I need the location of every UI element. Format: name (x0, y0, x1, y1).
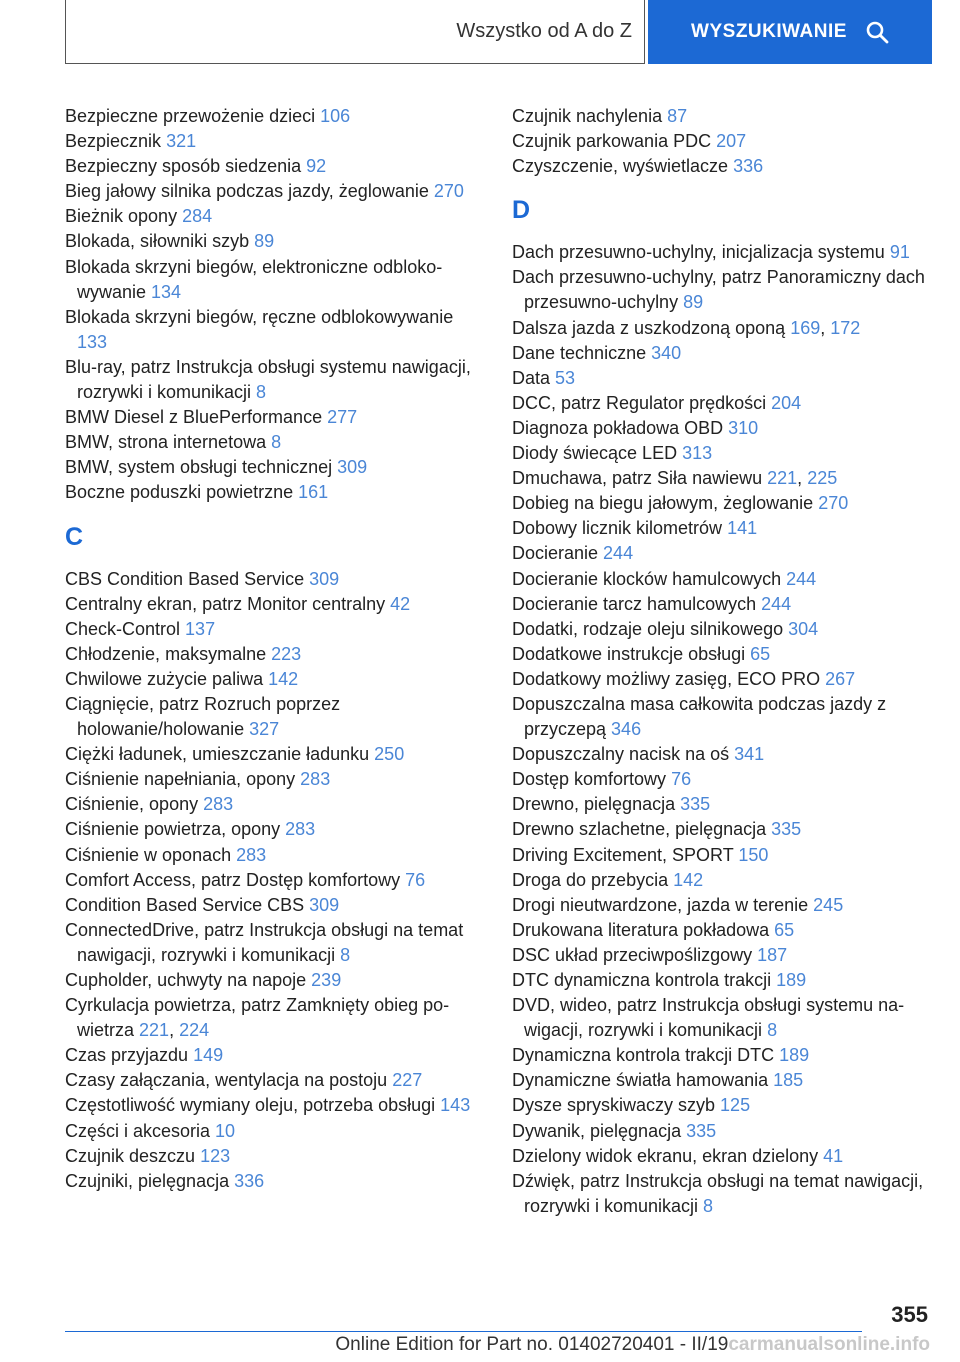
search-tab-label: WYSZUKIWANIE (691, 21, 847, 42)
index-entry (65, 893, 485, 918)
index-entry-text: Bezpieczne przewożenie dzieci (65, 106, 321, 126)
index-entry-text: Części i akcesoria (65, 1120, 216, 1141)
index-entry (512, 943, 932, 968)
index-entry (512, 541, 932, 566)
header-tabs (65, 0, 932, 64)
page-link[interactable]: 250 (374, 744, 405, 765)
index-entry (65, 767, 485, 792)
page-link[interactable]: 137 (185, 618, 216, 639)
index-entry (65, 742, 485, 767)
index-entry (512, 1043, 932, 1068)
page-link[interactable]: 224 (179, 1020, 210, 1041)
index-entry (512, 642, 932, 667)
page-separator: , (169, 1020, 180, 1041)
index-entry (512, 918, 932, 943)
index-entry (512, 692, 932, 742)
page-link[interactable]: 141 (727, 518, 758, 539)
index-entry (512, 742, 932, 767)
index-entry-text: Droga do przebycia (512, 869, 674, 890)
index-entry-text: Dynamiczna kontrola trakcji DTC (512, 1045, 780, 1066)
index-entry (512, 154, 932, 179)
page-link[interactable]: 187 (757, 944, 788, 965)
index-column-right (512, 104, 932, 1219)
index-entry-text: Dywanik, pielęgnacja (512, 1120, 687, 1141)
index-entry (512, 466, 932, 491)
page-link[interactable]: 65 (750, 643, 771, 664)
index-entry-text: Bezpiecznik (65, 131, 167, 152)
page-link[interactable]: 92 (306, 156, 327, 177)
index-entry (65, 355, 485, 405)
page-link[interactable]: 335 (680, 794, 711, 815)
page-link[interactable]: 41 (823, 1145, 844, 1166)
page-link[interactable]: 91 (889, 242, 910, 263)
index-entry (65, 1043, 485, 1068)
index-entry (65, 179, 485, 204)
index-column-left (65, 104, 485, 1194)
index-entry (512, 516, 932, 541)
page-link[interactable]: 172 (830, 317, 861, 338)
index-entry-text: Dźwięk, patrz Instrukcja obsługi na temat nawigacji, rozrywki i komunikacji (512, 1170, 924, 1216)
page-link[interactable]: 142 (268, 668, 299, 689)
page-separator: , (820, 317, 831, 338)
page-link[interactable]: 125 (720, 1095, 751, 1116)
index-entry-text: Czyszczenie, wyświetlacze (512, 156, 734, 177)
index-entry-text: Dach przesuwno-uchylny, patrz Panoramiczny dach przesuwno-uchylny (512, 267, 925, 313)
index-entry (65, 843, 485, 868)
index-entry (512, 1144, 932, 1169)
index-entry-text: Bieg jałowy silnika podczas jazdy, żeglowanie (65, 181, 434, 202)
index-entry-text: Ciśnienie w oponach (65, 844, 237, 865)
index-entry (512, 817, 932, 842)
index-entry-text: Dodatki, rodzaje oleju silnikowego (512, 618, 789, 639)
index-entry-text: Drewno szlachetne, pielęgnacja (512, 819, 772, 840)
index-entry (65, 1093, 485, 1118)
index-entry-text: Chwilowe zużycie paliwa (65, 668, 269, 689)
index-entry-text: Dmuchawa, patrz Siła nawiewu (512, 468, 768, 489)
index-entry-text: Docieranie tarcz hamulcowych (512, 593, 762, 614)
page-link[interactable]: 336 (733, 156, 764, 177)
tab-a-to-z-label: Wszystko od A do Z (456, 20, 632, 42)
index-entry (65, 868, 485, 893)
page-link[interactable]: 149 (193, 1045, 224, 1066)
index-entry (512, 441, 932, 466)
index-entry-text: Dalsza jazda z uszkodzoną oponą (512, 317, 791, 338)
page-link[interactable]: 76 (405, 869, 426, 890)
page-link[interactable]: 223 (271, 643, 302, 664)
tab-a-to-z[interactable] (65, 0, 645, 64)
page-link[interactable]: 270 (433, 181, 464, 202)
index-entry (512, 792, 932, 817)
page-link[interactable]: 8 (703, 1195, 714, 1216)
page-link[interactable]: 245 (813, 894, 844, 915)
index-entry-text: Ciężki ładunek, umieszczanie ładunku (65, 744, 375, 765)
index-entry-text: Dach przesuwno-uchylny, inicjalizacja systemu (512, 242, 890, 263)
page-link[interactable]: 244 (761, 593, 792, 614)
page-link[interactable]: 8 (271, 432, 282, 453)
index-entry (65, 667, 485, 692)
index-entry-text: Drukowana literatura pokładowa (512, 919, 775, 940)
index-entry (512, 316, 932, 341)
index-entry-text: Dysze spryskiwaczy szyb (512, 1095, 721, 1116)
index-entry-text: Docieranie klocków hamulcowych (512, 568, 787, 589)
index-entry-text: DCC, patrz Regulator prędkości (512, 392, 772, 413)
index-entry (512, 1169, 932, 1219)
page-link[interactable]: 227 (392, 1070, 423, 1091)
page-link[interactable]: 143 (440, 1095, 471, 1116)
page-link[interactable]: 309 (309, 568, 340, 589)
search-tab[interactable] (648, 0, 932, 64)
page-link[interactable]: 207 (716, 131, 747, 152)
index-entry-text: Docieranie (512, 543, 604, 564)
index-entry-text: Dopuszczalna masa całkowita podczas jazdy z przyczepą (512, 693, 887, 740)
page-link[interactable]: 270 (818, 493, 849, 514)
index-entry-text: Dane techniczne (512, 342, 652, 363)
index-entry-text: Czas przyjazdu (65, 1045, 194, 1066)
index-entry (65, 204, 485, 229)
page-link[interactable]: 310 (728, 417, 759, 438)
edition-text: Online Edition for Part no. 01402720401 - II/19 (335, 1334, 729, 1355)
index-entry-text: Ciśnienie powietrza, opony (65, 819, 286, 840)
index-entry-text: Diagnoza pokładowa OBD (512, 417, 729, 438)
index-entry (65, 229, 485, 254)
index-entry (65, 692, 485, 742)
index-entry (512, 341, 932, 366)
page-link[interactable]: 335 (771, 819, 802, 840)
index-entry-text: Dobieg na biegu jałowym, żeglowanie (512, 493, 819, 514)
index-entry (512, 567, 932, 592)
index-entry (512, 667, 932, 692)
page-link[interactable]: 189 (779, 1045, 810, 1066)
index-entry-text: Chłodzenie, maksymalne (65, 643, 272, 664)
page-link[interactable]: 133 (77, 331, 108, 352)
index-entry (65, 430, 485, 455)
index-entry (65, 104, 485, 129)
index-entry-text: DSC układ przeciwpoślizgowy (512, 944, 758, 965)
index-entry-text: Blokada, siłowniki szyb (65, 231, 255, 252)
index-entry-text: Dynamiczne światła hamowania (512, 1070, 774, 1091)
page-link[interactable]: 169 (790, 317, 821, 338)
index-entry (65, 405, 485, 430)
page-separator: , (797, 468, 808, 489)
index-entry-text: Blu-ray, patrz Instrukcja obsługi systemu nawigacji, rozrywki i komunikacji (65, 356, 471, 403)
index-entry (512, 893, 932, 918)
index-entry (65, 592, 485, 617)
index-entry-text: Dzielony widok ekranu, ekran dzielony (512, 1145, 824, 1166)
index-entry (65, 154, 485, 179)
index-entry-text: Bieżnik opony (65, 206, 183, 227)
page-link[interactable]: 150 (738, 844, 769, 865)
index-entry-text: Boczne poduszki powietrzne (65, 482, 299, 503)
index-entry (65, 792, 485, 817)
page-number: 355 (891, 1302, 928, 1327)
footer-divider (65, 1331, 862, 1332)
index-entry (512, 240, 932, 265)
page-link[interactable]: 89 (683, 292, 704, 313)
page-link[interactable]: 8 (340, 944, 351, 965)
index-entry-text: CBS Condition Based Service (65, 568, 310, 589)
page-link[interactable]: 341 (734, 744, 765, 765)
page-link[interactable]: 204 (771, 392, 802, 413)
page-link[interactable]: 244 (786, 568, 817, 589)
page-link[interactable]: 304 (788, 618, 819, 639)
index-entry-text: BMW, system obsługi technicznej (65, 457, 338, 478)
page-link[interactable]: 335 (686, 1120, 717, 1141)
page-link[interactable]: 8 (767, 1020, 778, 1041)
page-link[interactable]: 8 (256, 382, 267, 403)
page-link[interactable]: 309 (309, 894, 340, 915)
index-entry (65, 567, 485, 592)
page-link[interactable]: 346 (611, 719, 642, 740)
page-link[interactable]: 283 (203, 794, 234, 815)
index-entry-text: Dodatkowy możliwy zasięg, ECO PRO (512, 668, 826, 689)
index-entry-text: Czasy załączania, wentylacja na postoju (65, 1070, 393, 1091)
index-entry-text: Dopuszczalny nacisk na oś (512, 744, 735, 765)
index-entry (65, 993, 485, 1043)
page-link[interactable]: 309 (337, 457, 368, 478)
page-link[interactable]: 313 (682, 443, 713, 464)
page-link[interactable]: 244 (603, 543, 634, 564)
index-entry (512, 1068, 932, 1093)
index-entry (65, 480, 485, 505)
index-entry (512, 592, 932, 617)
index-entry (512, 265, 932, 315)
page-link[interactable]: 340 (651, 342, 682, 363)
index-entry (512, 366, 932, 391)
index-entry-text: Czujnik nachylenia (512, 106, 668, 126)
page-link[interactable]: 134 (151, 281, 182, 302)
page-link[interactable]: 185 (773, 1070, 804, 1091)
index-entry (65, 305, 485, 355)
index-entry (512, 617, 932, 642)
index-entry (512, 1119, 932, 1144)
page-link[interactable]: 221 (139, 1020, 170, 1041)
index-letter-heading: C (65, 522, 84, 551)
page-link[interactable]: 336 (234, 1170, 265, 1191)
index-entry (512, 416, 932, 441)
page-link[interactable]: 42 (390, 593, 411, 614)
index-entry (65, 455, 485, 480)
index-entry (65, 1119, 485, 1144)
watermark-text: carmanualsonline.info (728, 1334, 930, 1355)
index-entry-text: ConnectedDrive, patrz Instrukcja obsługi na temat nawigacji, rozrywki i komunikacji (65, 919, 464, 965)
index-entry-text: Ciśnienie, opony (65, 794, 204, 815)
index-entry (512, 104, 932, 129)
index-entry-text: Cupholder, uchwyty na napoje (65, 970, 312, 990)
index-entry-text: Comfort Access, patrz Dostęp komfortowy (65, 869, 406, 890)
search-icon (865, 20, 889, 44)
index-entry (65, 255, 485, 305)
page-link[interactable]: 277 (327, 407, 358, 428)
index-entry (65, 817, 485, 842)
index-entry-text: DTC dynamiczna kontrola trakcji (512, 970, 777, 990)
index-entry (65, 918, 485, 968)
index-entry-text: Data (512, 367, 556, 388)
index-entry-text: Centralny ekran, patrz Monitor centralny (65, 593, 391, 614)
index-entry-text: DVD, wideo, patrz Instrukcja obsługi systemu nawigacji, rozrywki i komunikacji (512, 995, 905, 1041)
index-entry (65, 1169, 485, 1194)
index-entry (65, 642, 485, 667)
page-link[interactable]: 65 (774, 919, 795, 940)
index-entry-text: BMW, strona internetowa (65, 432, 272, 453)
page-link[interactable]: 142 (673, 869, 704, 890)
index-entry-text: Drogi nieutwardzone, jazda w terenie (512, 894, 814, 915)
index-entry (512, 391, 932, 416)
index-entry (512, 993, 932, 1043)
index-entry (512, 968, 932, 993)
index-entry-text: Cyrkulacja powietrza, patrz Zamknięty obieg powietrza (65, 995, 450, 1041)
index-letter-heading: D (512, 196, 531, 225)
page-link[interactable]: 284 (182, 206, 213, 227)
index-entry-text: Dobowy licznik kilometrów (512, 518, 728, 539)
page-link[interactable]: 283 (236, 844, 267, 865)
page-link[interactable]: 321 (166, 131, 197, 152)
page-link[interactable]: 327 (249, 719, 280, 740)
index-entry-text: Ciągnięcie, patrz Rozruch poprzez holowanie/holowanie (65, 693, 341, 740)
index-entry-text: Blokada skrzyni biegów, ręczne odblokowywanie (65, 306, 454, 327)
page-link[interactable]: 267 (825, 668, 856, 689)
index-entry (512, 843, 932, 868)
index-entry-text: Drewno, pielęgnacja (512, 794, 681, 815)
index-entry (65, 129, 485, 154)
index-entry (512, 767, 932, 792)
page-link[interactable]: 87 (667, 106, 688, 126)
index-entry-text: Dodatkowe instrukcje obsługi (512, 643, 751, 664)
index-entry-text: Ciśnienie napełniania, opony (65, 769, 301, 790)
index-entry (65, 1068, 485, 1093)
page-link[interactable]: 239 (311, 970, 342, 990)
index-entry-text: Czujniki, pielęgnacja (65, 1170, 235, 1191)
page-link[interactable]: 10 (215, 1120, 236, 1141)
index-entry-text: Diody świecące LED (512, 443, 683, 464)
index-entry-text: Bezpieczny sposób siedzenia (65, 156, 307, 177)
page-link[interactable]: 161 (298, 482, 329, 503)
index-entry (512, 1093, 932, 1118)
page-link[interactable]: 189 (776, 970, 807, 990)
page-link[interactable]: 53 (555, 367, 576, 388)
index-entry-text: Czujnik parkowania PDC (512, 131, 717, 152)
index-entry-text: Check-Control (65, 618, 186, 639)
index-entry (65, 617, 485, 642)
index-entry-text: Blokada skrzyni biegów, elektroniczne odblokowywanie (65, 256, 443, 302)
page-link[interactable]: 106 (320, 106, 351, 126)
footer-edition (270, 1334, 930, 1356)
page-link[interactable]: 76 (671, 769, 692, 790)
page-link[interactable]: 221 (767, 468, 798, 489)
page-link[interactable]: 283 (300, 769, 331, 790)
index-entry-text: BMW Diesel z BluePerformance (65, 407, 328, 428)
index-entry (65, 968, 485, 993)
index-entry-text: Częstotliwość wymiany oleju, potrzeba obsługi (65, 1095, 441, 1116)
index-entry-text: Driving Excitement, SPORT (512, 844, 739, 865)
index-entry (512, 868, 932, 893)
index-entry-text: Dostęp komfortowy (512, 769, 672, 790)
page-link[interactable]: 89 (254, 231, 275, 252)
page-link[interactable]: 123 (200, 1145, 231, 1166)
index-entry (65, 1144, 485, 1169)
page-link[interactable]: 225 (807, 468, 838, 489)
index-entry (512, 491, 932, 516)
index-entry-text: Czujnik deszczu (65, 1145, 201, 1166)
page-link[interactable]: 283 (285, 819, 316, 840)
index-entry-text: Condition Based Service CBS (65, 894, 310, 915)
index-entry (512, 129, 932, 154)
